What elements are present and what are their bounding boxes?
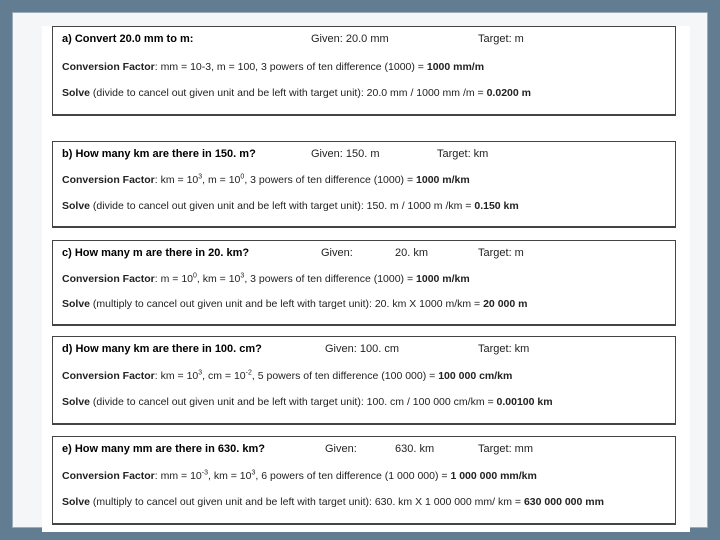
conversion-factor-b: Conversion Factor: km = $10^3$, $m = 10^0$, 3 powers of ten difference (1000) = 1000 m/km bbox=[62, 173, 470, 186]
problem-d bbox=[52, 336, 676, 425]
given-value-e: 630. km bbox=[395, 443, 435, 455]
given-value-c: 20. km bbox=[395, 247, 429, 259]
slide bbox=[12, 12, 708, 528]
solve-c: Solve (multiply to cancel out given unit and be left with target unit): 20. km X 1000 m/km = 20 000 m bbox=[62, 298, 528, 310]
solve-b: Solve (divide to cancel out given unit and be left with target unit): 150. m / 1000 m /km = 0.150 km bbox=[62, 200, 519, 212]
solve-e: Solve (multiply to cancel out given unit and be left with target unit): 630. km X 1 000 000 mm/ km = 630 000 000 mm bbox=[62, 496, 604, 508]
problem-a bbox=[52, 26, 676, 116]
question-b: b) How many km are there in 150. m? bbox=[62, 148, 256, 160]
problem-c bbox=[52, 240, 676, 326]
given-d: Given: 100. cm bbox=[325, 343, 399, 355]
target-e: Target: mm bbox=[478, 443, 534, 455]
solve-a: Solve (divide to cancel out given unit and be left with target unit): 20.0 mm / 1000 mm /m = 0.0200 m bbox=[62, 87, 531, 99]
question-c: c) How many m are there in 20. km? bbox=[62, 247, 250, 259]
given-e: Given: bbox=[325, 443, 357, 455]
given-a: Given: 20.0 mm bbox=[311, 33, 389, 45]
question-d: d) How many km are there in 100. cm? bbox=[62, 343, 262, 355]
worksheet bbox=[42, 26, 690, 532]
solve-d: Solve (divide to cancel out given unit and be left with target unit): 100. cm / 100 000 cm/km = 0.00100 km bbox=[62, 396, 553, 408]
conversion-factor-d: Conversion Factor: km = $10^3$, cm = $10^{-2}$, 5 powers of ten difference (100 000) = 100 000 cm/km bbox=[62, 369, 513, 382]
target-c: Target: m bbox=[478, 247, 524, 259]
conversion-factor-c: Conversion Factor: $m = 10^0$, km = $10^3$, 3 powers of ten difference (1000) = 1000 m/km bbox=[62, 272, 470, 285]
given-c: Given: bbox=[321, 247, 353, 259]
target-d: Target: km bbox=[478, 343, 530, 355]
problem-b bbox=[52, 141, 676, 228]
target-b: Target: km bbox=[437, 148, 489, 160]
given-b: Given: 150. m bbox=[311, 148, 380, 160]
target-a: Target: m bbox=[478, 33, 524, 45]
question-a: a) Convert 20.0 mm to m: bbox=[62, 33, 194, 45]
problem-e bbox=[52, 436, 676, 525]
conversion-factor-a: Conversion Factor: mm = 10-3, m = 100, 3 powers of ten difference (1000) = 1000 mm/m bbox=[62, 61, 485, 73]
question-e: e) How many mm are there in 630. km? bbox=[62, 443, 265, 455]
conversion-factor-e: Conversion Factor: mm = $10^{-3}$, km = $10^3$, 6 powers of ten difference (1 000 000) = 1 000 000 mm/km bbox=[62, 469, 537, 482]
